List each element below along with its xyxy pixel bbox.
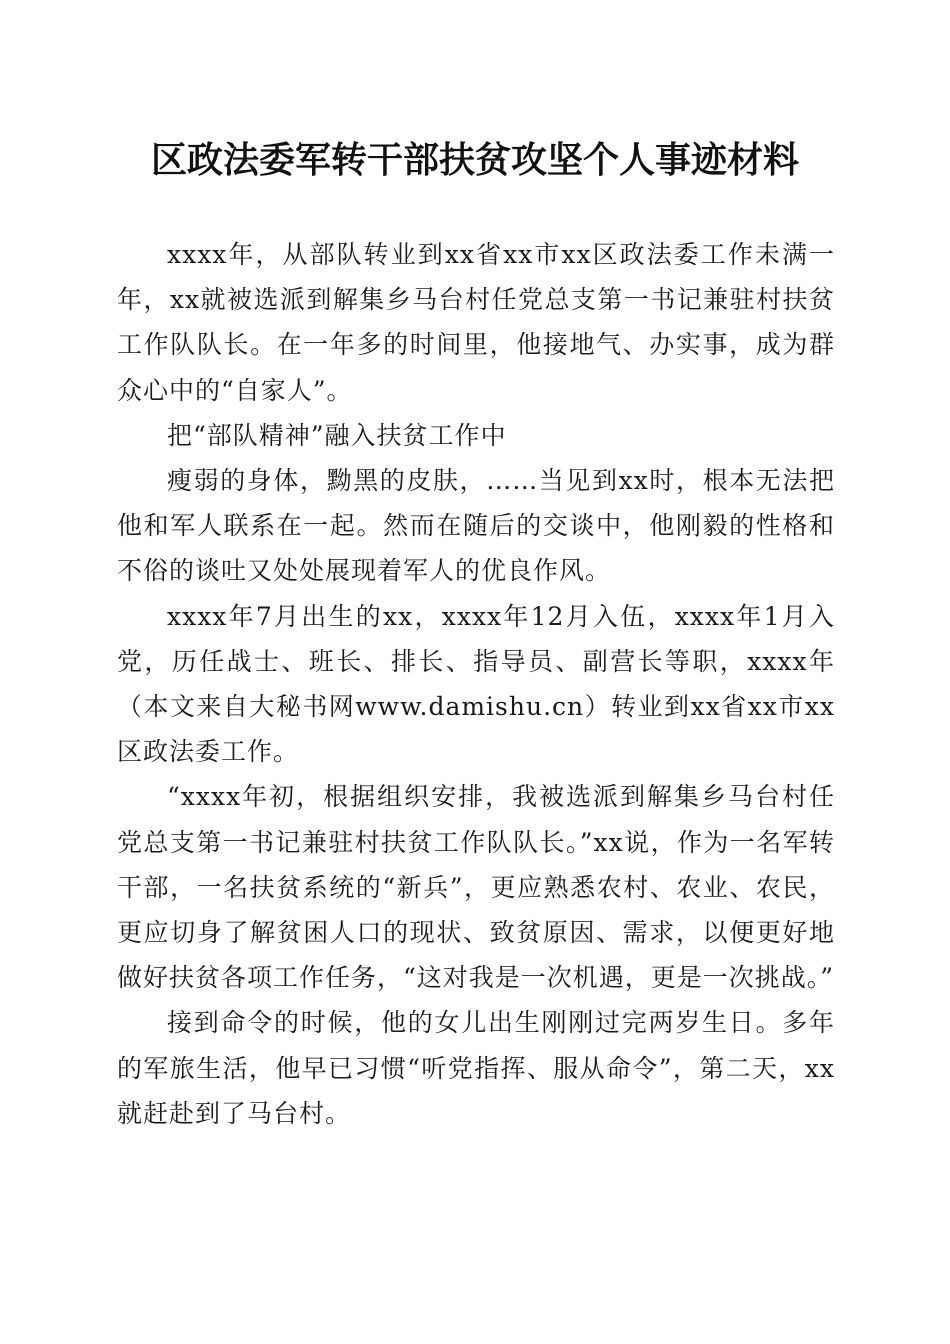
paragraph-order: 接到命令的时候，他的女儿出生刚刚过完两岁生日。多年的军旅生活，他早已习惯“听党指挥、服从命令”，第二天，xx就赶赴到了马台村。 (117, 1008, 835, 1128)
paragraph-quote: “xxxx年初，根据组织安排，我被选派到解集乡马台村任党总支第一书记兼驻村扶贫工作队队长。”xx说，作为一名军转干部，一名扶贫系统的“新兵”，更应熟悉农村、农业、农民，更应切身了解贫困人口的现状、致贫原因、需求，以便更好地做好扶贫各项工作任务，“这对我是一次机遇，更是一次挑战。” (117, 782, 835, 993)
paragraph-appearance: 瘦弱的身体，黝黑的皮肤，……当见到xx时，根本无法把他和军人联系在一起。然而在随后的交谈中，他刚毅的性格和不俗的谈吐又处处展现着军人的优良作风。 (117, 466, 835, 586)
document-body (117, 232, 835, 1136)
paragraph-intro: xxxx年，从部队转业到xx省xx市xx区政法委工作未满一年，xx就被选派到解集乡马台村任党总支第一书记兼驻村扶贫工作队队长。在一年多的时间里，他接地气、办实事，成为群众心中的“自家人”。 (117, 240, 835, 405)
document-title: 区政法委军转干部扶贫攻坚个人事迹材料 (150, 139, 799, 181)
paragraph-career: xxxx年7月出生的xx，xxxx年12月入伍，xxxx年1月入党，历任战士、班长、排长、指导员、副营长等职，xxxx年（本文来自大秘书网www.damishu.cn）转业到xx省xx市xx区政法委工作。 (117, 601, 835, 767)
section-heading: 把“部队精神”融入扶贫工作中 (167, 420, 507, 450)
